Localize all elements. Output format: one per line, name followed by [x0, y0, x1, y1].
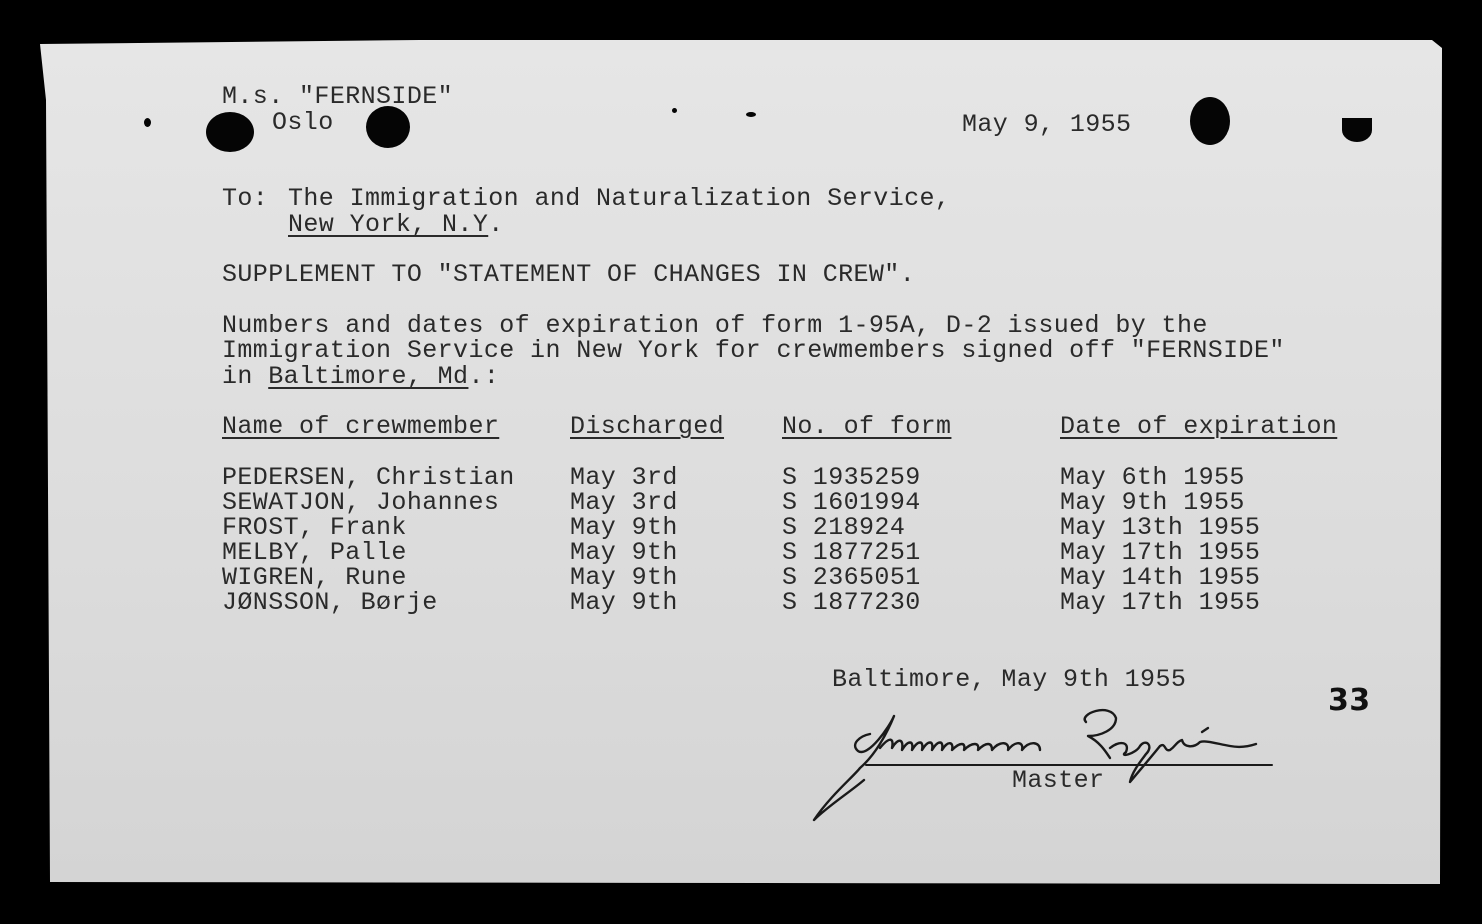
discharge-date: May 3rd — [570, 488, 678, 517]
ink-speck — [144, 118, 151, 127]
form-number: S 218924 — [782, 513, 906, 542]
expiration-date: May 17th 1955 — [1060, 588, 1261, 617]
crew-name: FROST, Frank — [222, 513, 407, 542]
page-number: 33 — [1328, 683, 1371, 718]
subject-line: SUPPLEMENT TO "STATEMENT OF CHANGES IN CREW". — [222, 260, 916, 289]
to-label: To: — [222, 184, 269, 213]
body-line-1: Numbers and dates of expiration of form 1-95A, D-2 issued by the — [222, 311, 1208, 340]
expiration-date: May 14th 1955 — [1060, 563, 1261, 592]
ink-speck — [672, 108, 677, 113]
form-number: S 2365051 — [782, 563, 921, 592]
column-header-form-number: No. of form — [782, 412, 952, 441]
column-header-expiration: Date of expiration — [1060, 412, 1338, 441]
expiration-date: May 6th 1955 — [1060, 463, 1245, 492]
punch-hole — [1190, 97, 1230, 145]
punch-hole — [206, 112, 254, 152]
expiration-date: May 17th 1955 — [1060, 538, 1261, 567]
crew-name: WIGREN, Rune — [222, 563, 407, 592]
form-number: S 1877230 — [782, 588, 921, 617]
addressee-city: New York, N.Y. — [288, 210, 504, 239]
discharge-date: May 9th — [570, 538, 678, 567]
crew-name: SEWATJON, Johannes — [222, 488, 500, 517]
form-number: S 1935259 — [782, 463, 921, 492]
discharge-date: May 9th — [570, 513, 678, 542]
home-port: Oslo — [272, 108, 334, 137]
punch-hole — [1342, 118, 1372, 142]
ink-speck — [746, 112, 756, 117]
body-line-3: in Baltimore, Md.: — [222, 362, 500, 391]
body-line-2: Immigration Service in New York for crewmembers signed off "FERNSIDE" — [222, 336, 1285, 365]
closing-place-date: Baltimore, May 9th 1955 — [832, 665, 1187, 694]
letter-date: May 9, 1955 — [962, 110, 1132, 139]
discharge-date: May 9th — [570, 588, 678, 617]
crew-name: PEDERSEN, Christian — [222, 463, 515, 492]
crew-name: JØNSSON, Børje — [222, 588, 438, 617]
expiration-date: May 13th 1955 — [1060, 513, 1261, 542]
form-number: S 1601994 — [782, 488, 921, 517]
form-number: S 1877251 — [782, 538, 921, 567]
addressee: The Immigration and Naturalization Service, — [288, 184, 951, 213]
ship-name: M.s. "FERNSIDE" — [222, 82, 454, 111]
discharge-date: May 3rd — [570, 463, 678, 492]
expiration-date: May 9th 1955 — [1060, 488, 1245, 517]
punch-hole — [366, 106, 410, 148]
signature-title: Master — [1012, 766, 1105, 795]
discharge-date: May 9th — [570, 563, 678, 592]
crew-name: MELBY, Palle — [222, 538, 407, 567]
column-header-discharged: Discharged — [570, 412, 725, 441]
column-header-name: Name of crewmember — [222, 412, 500, 441]
